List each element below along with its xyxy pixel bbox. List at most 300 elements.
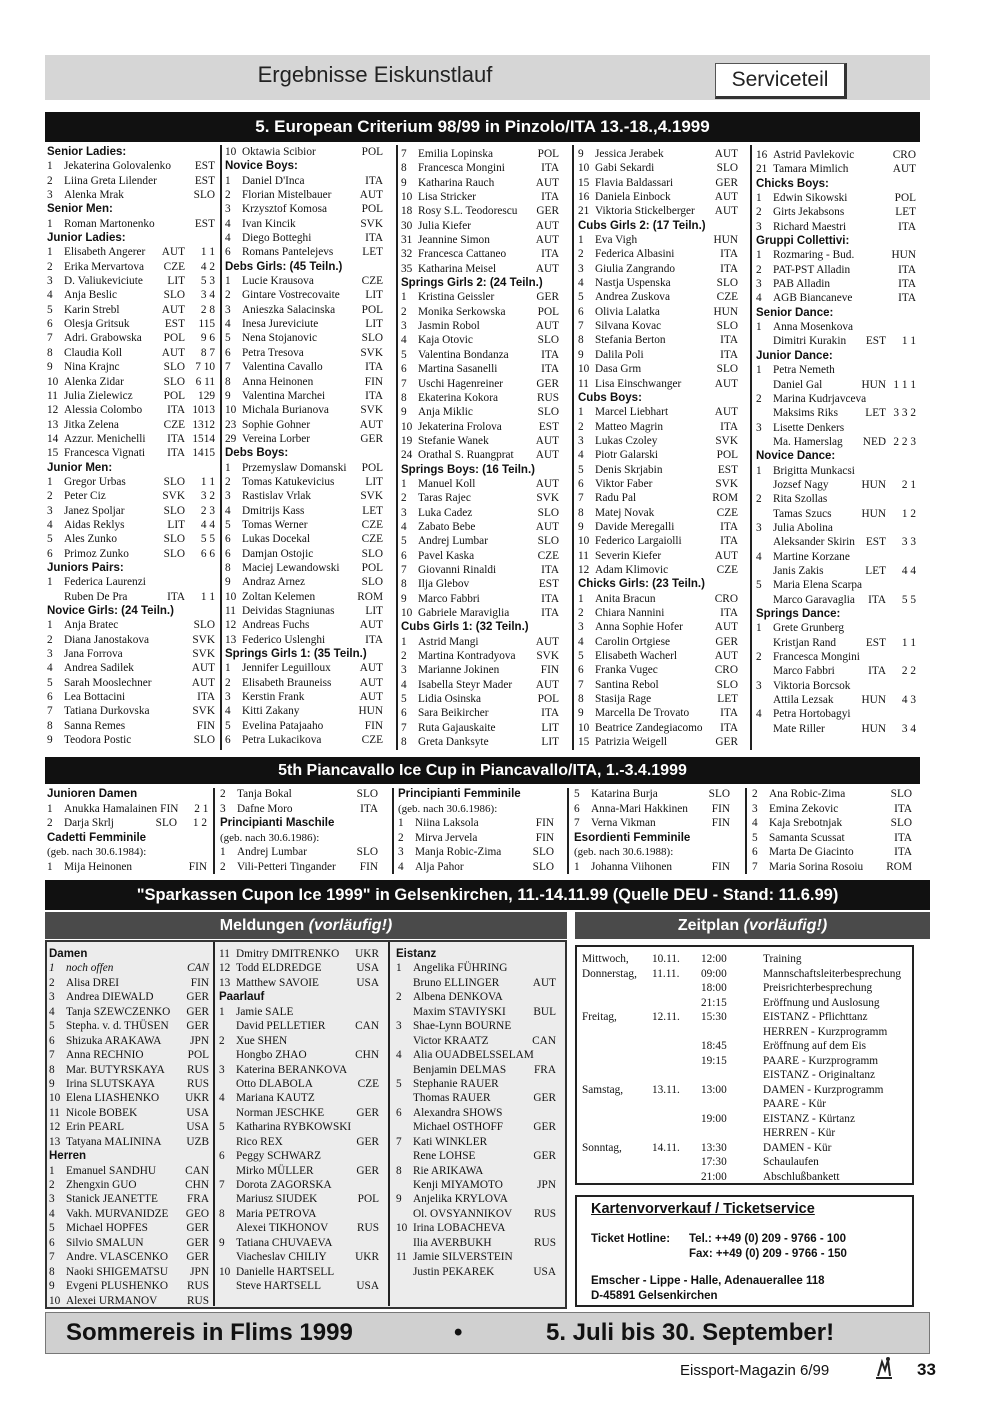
athlete-name: Anita Bracun — [595, 592, 656, 605]
athlete-name: Federico Largaiolli — [595, 535, 682, 548]
rank: 9 — [47, 734, 53, 747]
section-label: Serviceteil — [715, 63, 847, 99]
result-row — [225, 633, 383, 647]
country: CZE — [361, 518, 383, 531]
country: AUT — [535, 434, 559, 447]
result-row — [219, 961, 379, 975]
schedule-row — [577, 1069, 912, 1084]
country — [376, 1178, 379, 1192]
result-row — [401, 592, 559, 606]
result-row — [49, 1106, 209, 1120]
result-row — [47, 317, 215, 331]
category-heading: Junior Men: — [47, 461, 113, 474]
country: AUT — [714, 377, 738, 390]
rank — [47, 590, 64, 604]
rank: 9 — [47, 361, 53, 374]
athlete-name: Samanta Scussat — [769, 831, 845, 844]
country: SLO — [163, 533, 185, 546]
result-row — [47, 418, 215, 432]
rank: 1 — [225, 275, 231, 288]
country: POL — [361, 561, 383, 574]
result-row — [756, 492, 916, 506]
placements: 1312 — [192, 418, 215, 431]
country: EST — [865, 335, 886, 348]
rank — [756, 406, 773, 420]
athlete-name: Mirko MÜLLER — [236, 1164, 314, 1177]
country: POL — [357, 1193, 379, 1206]
schedule-row — [577, 1142, 912, 1157]
athlete-name: PAB Alladin — [773, 278, 831, 291]
result-row — [396, 1005, 556, 1019]
result-row — [752, 802, 912, 817]
rank — [756, 564, 773, 578]
rank: 4 — [225, 232, 231, 245]
country: CZE — [357, 1077, 379, 1090]
athlete-name: Franka Vugec — [595, 664, 658, 677]
country — [376, 1091, 379, 1105]
ticket-city: D-45891 Gelsenkirchen — [591, 1290, 718, 1302]
rank: 1 — [47, 217, 53, 230]
divider — [213, 788, 215, 874]
result-row — [225, 303, 383, 317]
rank: 21 — [756, 163, 768, 176]
rank — [396, 1178, 413, 1192]
rank: 3 — [396, 1020, 402, 1033]
rank — [396, 1149, 413, 1163]
result-row — [47, 676, 215, 690]
country: LIT — [541, 736, 559, 749]
country: ITA — [541, 348, 559, 361]
athlete-name: Olivia Lalatka — [595, 305, 660, 318]
result-row — [756, 148, 916, 162]
rank: 1 — [47, 246, 53, 259]
country: RUS — [187, 1280, 209, 1293]
country: SLO — [716, 162, 738, 175]
result-row — [47, 432, 215, 446]
athlete-name: Janez Spoljar — [64, 504, 125, 517]
country: ITA — [898, 278, 916, 291]
rank: 8 — [578, 334, 584, 347]
athlete-name: Matteo Magrin — [595, 420, 664, 433]
country: GER — [533, 1121, 556, 1134]
rank: 15 — [578, 176, 590, 189]
result-row — [47, 274, 215, 288]
schedule-time: 12:00 — [701, 953, 727, 965]
result-row — [401, 247, 559, 261]
result-row — [756, 363, 916, 377]
country: LIT — [365, 318, 383, 331]
result-row — [756, 578, 916, 592]
result-row — [219, 1164, 379, 1178]
ticket-title: Kartenvorverkauf / Ticketservice — [591, 1201, 815, 1217]
rank: 8 — [49, 1265, 55, 1278]
rank: 21 — [578, 205, 590, 218]
country: ITA — [197, 691, 215, 704]
country: SLO — [163, 475, 185, 488]
athlete-name: Maciej Lewandowski — [242, 561, 340, 574]
result-row — [578, 735, 738, 749]
athlete-name: Alessia Colombo — [64, 404, 143, 417]
rank: 4 — [47, 289, 53, 302]
result-row — [756, 320, 916, 334]
result-row — [49, 1034, 209, 1048]
schedule-row — [577, 1171, 912, 1186]
rank: 3 — [578, 262, 584, 275]
result-row — [396, 1250, 556, 1264]
athlete-name: Jekaterina Golovalenko — [64, 160, 171, 173]
athlete-name: Anja Bratec — [64, 619, 119, 632]
rank: 4 — [756, 550, 762, 563]
result-row — [49, 1236, 209, 1250]
athlete-name: Norman JESCHKE — [236, 1106, 325, 1119]
country: POL — [361, 461, 383, 474]
rank: 6 — [225, 547, 231, 560]
rank: 2 — [578, 607, 584, 619]
athlete-name: Maxim STAVIYSKI — [413, 1005, 506, 1018]
country: AUT — [161, 246, 185, 259]
schedule-time: 19:15 — [701, 1054, 727, 1067]
athlete-name: Marianne Jokinen — [418, 664, 500, 677]
rank: 1 — [756, 622, 762, 635]
result-row — [578, 305, 738, 319]
result-row — [396, 1077, 556, 1091]
athlete-name: Davide Meregalli — [595, 520, 675, 533]
page-number: 33 — [917, 1360, 936, 1379]
rank — [219, 1106, 236, 1120]
result-row — [49, 961, 209, 975]
country: ITA — [720, 248, 738, 261]
result-row — [401, 204, 559, 218]
result-row — [49, 1063, 209, 1077]
result-row — [401, 563, 559, 577]
rank: 4 — [225, 318, 231, 331]
country: SVK — [360, 217, 383, 230]
athlete-name: Claudia Koll — [64, 346, 123, 359]
athlete-name: Federica Laurenzi — [64, 576, 146, 589]
result-row — [578, 233, 738, 247]
result-row — [401, 577, 559, 591]
country: FIN — [196, 719, 215, 732]
country: ITA — [365, 633, 383, 646]
athlete-name: Marcella De Trovato — [595, 707, 690, 720]
athlete-name: Angelika FÜHRING — [413, 962, 508, 975]
rank: 18 — [401, 205, 413, 218]
country: GER — [186, 1251, 209, 1264]
result-row — [756, 263, 916, 277]
rank: 4 — [398, 860, 404, 873]
schedule-event: Training — [763, 953, 802, 965]
country: GER — [715, 176, 738, 189]
athlete-name: Jennifer Leguilloux — [242, 662, 331, 675]
result-row — [756, 421, 916, 435]
rank: 6 — [574, 802, 580, 815]
result-row — [756, 378, 916, 392]
entries-column — [219, 947, 379, 1294]
result-row — [756, 707, 916, 721]
rank: 4 — [401, 334, 407, 347]
country: ITA — [541, 563, 559, 576]
result-row — [401, 706, 559, 720]
athlete-name: Azzur. Menichelli — [64, 432, 146, 445]
rank: 32 — [401, 248, 413, 261]
athlete-name: Hongbo ZHAO — [236, 1049, 307, 1062]
result-row — [396, 1149, 556, 1163]
result-row — [756, 664, 916, 678]
country — [913, 578, 916, 592]
result-row — [398, 860, 554, 875]
athlete-name: Petra Tresova — [242, 346, 304, 359]
athlete-name: Dorota ZAGORSKA — [236, 1179, 332, 1191]
result-row — [578, 333, 738, 347]
rank — [396, 1207, 413, 1221]
result-row — [47, 575, 215, 589]
athlete-name: Marco Garavaglia — [773, 593, 855, 606]
country: UZB — [186, 1135, 209, 1148]
athlete-name: Katharina Meisel — [418, 262, 497, 275]
divider — [567, 788, 569, 874]
result-row — [401, 161, 559, 175]
rank: 1 — [756, 249, 762, 262]
rank: 10 — [401, 607, 413, 619]
athlete-name: Tatiana Durkovska — [64, 705, 150, 718]
rank — [219, 1250, 236, 1264]
schedule-time: 13:00 — [701, 1083, 727, 1096]
rank: 1 — [401, 477, 407, 490]
country: GER — [715, 635, 738, 648]
athlete-name: Emanuel SANDHU — [66, 1164, 157, 1177]
athlete-name: Attila Lezsak — [773, 694, 834, 707]
result-row — [47, 704, 215, 718]
placements: 1013 — [192, 404, 215, 417]
athlete-name: Denis Skrjabin — [595, 463, 663, 476]
result-row — [396, 1236, 556, 1250]
placements: 3 3 — [901, 536, 916, 549]
schedule-row — [577, 1055, 912, 1070]
rank: 1 — [225, 174, 231, 187]
country — [376, 1120, 379, 1134]
rank: 7 — [401, 563, 407, 576]
category-heading: Cadetti Femminile — [47, 831, 147, 844]
athlete-name: Isabella Steyr Mader — [418, 678, 513, 691]
result-row — [396, 1221, 556, 1235]
country: LIT — [365, 475, 383, 488]
category-heading: Junior Dance: — [756, 349, 833, 362]
rank: 4 — [401, 520, 407, 533]
athlete-name: Maksims Riks — [773, 407, 838, 420]
result-row — [47, 489, 215, 503]
rank: 10 — [47, 375, 59, 388]
schedule-row — [577, 1127, 912, 1142]
result-row — [401, 678, 559, 692]
rank: 2 — [578, 248, 584, 261]
category-note: (geb. nach 30.6.1984): — [47, 846, 147, 858]
country: SVK — [715, 477, 738, 490]
results-column — [578, 147, 738, 749]
country: CAN — [187, 962, 209, 975]
athlete-name: Kenji MIYAMOTO — [413, 1179, 503, 1191]
rank: 8 — [401, 736, 407, 749]
result-row — [225, 547, 383, 561]
rank — [756, 378, 773, 392]
country: USA — [533, 1265, 556, 1278]
result-row — [756, 693, 916, 707]
country: HUN — [713, 234, 738, 247]
result-row — [578, 649, 738, 663]
result-row — [578, 405, 738, 419]
country: SLO — [163, 361, 185, 374]
country: SLO — [537, 406, 559, 419]
athlete-name: Stasija Rage — [595, 693, 652, 706]
rank: 8 — [225, 375, 231, 388]
athlete-name: Anieszka Salacinska — [242, 303, 336, 316]
result-row — [396, 1048, 556, 1062]
result-row — [578, 434, 738, 448]
result-row — [401, 491, 559, 505]
athlete-name: Primoz Zunko — [64, 547, 129, 560]
rank: 1 — [578, 234, 584, 247]
country: GER — [536, 291, 559, 304]
country — [913, 707, 916, 721]
result-row — [756, 550, 916, 564]
athlete-name: Naoki SHIGEMATSU — [66, 1265, 168, 1278]
rank: 1 — [756, 464, 762, 477]
result-row — [578, 678, 738, 692]
result-row — [396, 1192, 556, 1206]
category-heading: Junioren Damen — [47, 788, 138, 800]
rank — [756, 435, 773, 449]
entries-column — [396, 947, 556, 1279]
rank: 2 — [578, 420, 584, 433]
result-row — [401, 721, 559, 735]
result-row — [225, 274, 383, 288]
result-row — [396, 961, 556, 975]
rank: 6 — [578, 477, 584, 490]
result-row — [49, 1250, 209, 1264]
rank: 4 — [225, 705, 231, 718]
result-row — [401, 305, 559, 319]
country — [553, 1048, 556, 1062]
schedule-event: Mannschaftsleiterbesprechung — [763, 967, 902, 980]
rank: 11 — [396, 1251, 407, 1264]
athlete-name: Uschi Hagenreiner — [418, 377, 504, 390]
rank: 1 — [574, 860, 580, 873]
athlete-name: Alisa DREI — [66, 976, 120, 989]
placements: 7 10 — [195, 361, 215, 374]
athlete-name: Francesca Vignati — [64, 447, 145, 460]
rank: 13 — [49, 1135, 61, 1148]
promo-banner — [45, 1312, 930, 1354]
result-row — [578, 176, 738, 190]
rank: 2 — [49, 976, 55, 989]
schedule-date: 14.11. — [652, 1141, 680, 1154]
result-row — [396, 1106, 556, 1120]
athlete-name: Luka Cadez — [418, 506, 473, 519]
result-row — [225, 174, 383, 188]
category-heading: Senior Men: — [47, 203, 113, 216]
result-row — [219, 1063, 379, 1077]
athlete-name: Maria PETROVA — [236, 1207, 317, 1220]
result-row — [49, 1005, 209, 1019]
result-row — [756, 593, 916, 607]
country: ITA — [365, 174, 383, 187]
result-row — [401, 176, 559, 190]
result-row — [396, 1207, 556, 1221]
result-row — [578, 247, 738, 261]
schedule-time: 17:30 — [701, 1156, 727, 1168]
athlete-name: Jeannine Simon — [418, 234, 490, 247]
result-row — [396, 1034, 556, 1048]
athlete-name: Anja Miklic — [418, 406, 473, 419]
athlete-name: Andreas Fuchs — [242, 619, 310, 632]
country: AUT — [535, 449, 559, 462]
result-row — [219, 976, 379, 990]
country: SVK — [360, 490, 383, 503]
rank: 9 — [401, 406, 407, 419]
divider — [392, 788, 394, 874]
athlete-name: Sanna Remes — [64, 719, 126, 732]
rank: 29 — [225, 432, 237, 445]
result-row — [49, 1178, 209, 1192]
athlete-name: Lukas Czoley — [595, 434, 658, 447]
rank — [756, 722, 773, 736]
athlete-name: Inesa Jureviciute — [242, 318, 319, 331]
rank: 16 — [756, 149, 768, 161]
athlete-name: Olesja Gritsuk — [64, 318, 130, 331]
result-row — [756, 277, 916, 291]
result-row — [401, 635, 559, 649]
athlete-name: Verna Vikman — [591, 817, 656, 829]
rank: 11 — [219, 948, 230, 960]
athlete-name: Flavia Baldassari — [595, 176, 674, 189]
country: CHN — [185, 1179, 209, 1191]
rank: 4 — [578, 277, 584, 290]
country: SLO — [716, 277, 738, 290]
athlete-name: Irina SLUTSKAYA — [66, 1077, 156, 1090]
result-row — [219, 1279, 379, 1293]
athlete-name: Valentina Cavallo — [242, 361, 323, 374]
country: AUT — [359, 676, 383, 689]
result-row — [401, 735, 559, 749]
country — [553, 1221, 556, 1235]
athlete-name: Nastja Uspenska — [595, 277, 671, 290]
section1-title: 5. European Criterium 98/99 in Pinzolo/ITA 13.-18.,4.1999 — [45, 112, 920, 142]
athlete-name: Kitti Zakany — [242, 705, 300, 718]
category-heading: Principianti Maschile — [220, 817, 335, 829]
country: SLO — [361, 576, 383, 589]
rank: 3 — [225, 490, 231, 503]
country: AUT — [359, 662, 383, 675]
athlete-name: Justin PEKAREK — [413, 1265, 495, 1278]
athlete-name: Nina Krajnc — [64, 361, 120, 374]
result-row — [49, 1192, 209, 1206]
rank: 7 — [578, 320, 584, 333]
rank: 10 — [49, 1294, 61, 1307]
rank: 3 — [401, 506, 407, 519]
schedule-event: EISTANZ - Originaltanz — [763, 1069, 876, 1081]
rank: 6 — [219, 1150, 225, 1163]
result-row — [578, 276, 738, 290]
athlete-name: Andrea Zuskova — [595, 291, 670, 304]
result-row — [401, 262, 559, 276]
rank: 9 — [578, 707, 584, 720]
athlete-name: Francesca Mongini — [773, 651, 860, 664]
athlete-name: Diego Botteghi — [242, 232, 312, 245]
athlete-name: Rita Szollas — [773, 493, 828, 506]
result-row — [47, 446, 215, 460]
country — [376, 1063, 379, 1077]
country: POL — [716, 449, 738, 462]
athlete-name: Jozsef Nagy — [773, 478, 829, 491]
